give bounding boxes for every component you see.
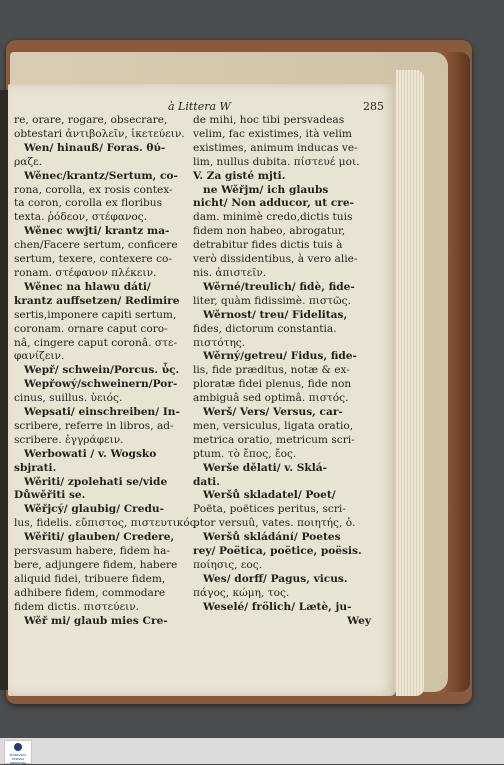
- text-line: φανίζειν.: [14, 350, 65, 363]
- entry-headword: Werše dělati/ v. Sklá-: [203, 461, 327, 474]
- text-line: rona, corolla, ex rosis contex-: [14, 183, 173, 196]
- entry-headword: Wěřjcý/ glaubig/ Credu-: [24, 503, 165, 516]
- right-column: [193, 114, 371, 629]
- text-line: sbjrati.: [14, 461, 57, 474]
- text-line: dati.: [193, 475, 220, 488]
- library-logo[interactable]: [4, 740, 32, 764]
- entry-headword: Wěrnost/ treu/ Fidelitas,: [203, 308, 348, 321]
- text-line: πάγος, κώμη, τος.: [193, 586, 290, 599]
- viewer-footer-bar: [0, 738, 504, 764]
- entry-headword: Wěnec/krantz/Sertum, co-: [24, 169, 178, 182]
- page-fore-edge: [396, 70, 424, 696]
- left-column: [14, 114, 200, 629]
- text-line: fides, dictorum constantia.: [193, 322, 337, 335]
- text-line: krantz auffsetzen/ Redimire: [14, 294, 180, 307]
- entry-headword: Wěrné/treulich/ fidè, fide-: [203, 280, 355, 293]
- text-line: fidem non habeo, abrogatur,: [193, 225, 346, 238]
- text-line: ptor versuû, vates. ποιητής, ὁ.: [193, 517, 356, 530]
- text-line: existimes, animum inducas ve-: [193, 141, 358, 154]
- text-line: adhibere fidem, commodare: [14, 586, 166, 599]
- entry-headword: Wes/ dorff/ Pagus, vicus.: [203, 572, 348, 585]
- text-line: lim, nullus dubita. πίστευέ μοι.: [193, 155, 360, 168]
- entry-headword: Wěř mi/ glaub mies Cre-: [24, 614, 168, 627]
- text-line: nâ, cingere caput coronâ. στε-: [14, 336, 178, 349]
- text-line: πιστότης.: [193, 336, 246, 349]
- running-title: à Littera W: [168, 100, 231, 113]
- entry-headword: Wěřiti/ glauben/ Credere,: [24, 531, 175, 544]
- text-line: rey/ Poëtica, poëtice, poësis.: [193, 545, 362, 558]
- text-line: liter, quàm fidissimè. πιστῶς.: [193, 294, 351, 307]
- text-line: scribere, referre in libros, ad-: [14, 419, 174, 432]
- entry-headword: Wěnec wwjti/ krantz ma-: [24, 225, 170, 238]
- text-line: persvasum habere, fidem ha-: [14, 545, 171, 558]
- entry-headword: Weselé/ frölich/ Lætè, ju-: [203, 600, 352, 613]
- text-line: coronam. ornare caput coro-: [14, 322, 168, 335]
- entry-headword: Weršů skládání/ Poetes: [203, 531, 341, 544]
- text-line: de mihi, hoc tibi persvadeas: [193, 114, 345, 126]
- library-emblem-icon: [14, 743, 22, 751]
- text-line: nicht/ Non adducor, ut cre-: [193, 197, 355, 210]
- text-line: ronam. στέφανον πλέκειν.: [14, 266, 157, 279]
- text-line: chen/Facere sertum, conficere: [14, 239, 178, 252]
- text-line: sertum, texere, contexere co-: [14, 253, 172, 266]
- text-line: nis. ἀπιστεῖν.: [193, 266, 267, 279]
- entry-headword: Weršů skladatel/ Poet/: [203, 489, 336, 502]
- text-line: verò dissidentibus, à vero alie-: [193, 253, 358, 266]
- page-number: 285: [363, 100, 384, 113]
- text-line: ραζε.: [14, 155, 42, 168]
- text-line: aliquid fidei, tribuere fidem,: [14, 572, 166, 585]
- entry-headword: Wepřowý/schweinern/Por-: [24, 378, 178, 391]
- text-line: bere, adjungere fidem, habere: [14, 559, 178, 571]
- entry-headword: Wepsati/ einschreiben/ In-: [24, 406, 180, 419]
- entry-headword: Wěrný/getreu/ Fidus, fide-: [203, 350, 357, 363]
- text-line: velim, fac existimes, ità velim: [193, 127, 352, 140]
- entry-headword: Wěnec na hlawu dáti/: [24, 280, 151, 293]
- entry-headword: ne Wěřjm/ ich glaubs: [203, 183, 329, 196]
- catchword: Wey: [347, 614, 371, 627]
- text-line: ploratæ fidei plenus, fide non: [193, 378, 352, 391]
- text-line: scribere. ἐγγράφειν.: [14, 433, 124, 446]
- text-line: metrica oratio, metricum scri-: [193, 433, 355, 446]
- text-line: obtestari ἀντιβολεῖν, ἱκετεύειν.: [14, 127, 185, 140]
- text-line: texta. ῥόδεον, στέφανος.: [14, 211, 148, 224]
- text-line: lis, fide præditus, notæ & ex-: [193, 364, 350, 377]
- text-line: ptum. τὸ ἔπος, ἔος.: [193, 447, 297, 460]
- text-line: dam. minimè credo,dictis tuis: [193, 211, 353, 224]
- text-line: Poëta, poëtices peritus, scri-: [193, 503, 346, 516]
- text-line: Důwěřiti se.: [14, 489, 86, 502]
- text-line: V. Za gisté mjti.: [193, 169, 286, 182]
- entry-headword: Wěriti/ zpolehati se/vide: [24, 475, 168, 488]
- entry-headword: Werbowati / v. Wogsko: [24, 447, 157, 460]
- text-line: ambiguâ sed optimâ. πιστός.: [193, 392, 349, 405]
- text-line: cinus, suillus. ὑειός.: [14, 392, 123, 405]
- text-line: sertis,imponere capiti sertum,: [14, 308, 177, 321]
- text-line: ta coron, corolla ex floribus: [14, 197, 163, 210]
- text-line: fidem dictis. πιστεύειν.: [14, 600, 140, 613]
- entry-headword: Werš/ Vers/ Versus, car-: [203, 406, 343, 419]
- library-logo-text: MORAVSKÁ ZEMSKÁ KNIHOVNA: [9, 753, 27, 765]
- entry-headword: Wen/ hinauß/ Foras. θύ-: [24, 141, 166, 154]
- entry-headword: Wepř/ schwein/Porcus. ὗς.: [24, 364, 180, 377]
- text-line: men, versiculus, ligata oratio,: [193, 419, 354, 432]
- text-line: re, orare, rogare, obsecrare,: [14, 114, 168, 126]
- text-line: ποίησις, εος.: [193, 559, 263, 571]
- text-line: detrabitur fides dictis tuis à: [193, 239, 343, 252]
- text-line: lus, fidelis. εὔπιστος, πιστευτικός.: [14, 517, 200, 530]
